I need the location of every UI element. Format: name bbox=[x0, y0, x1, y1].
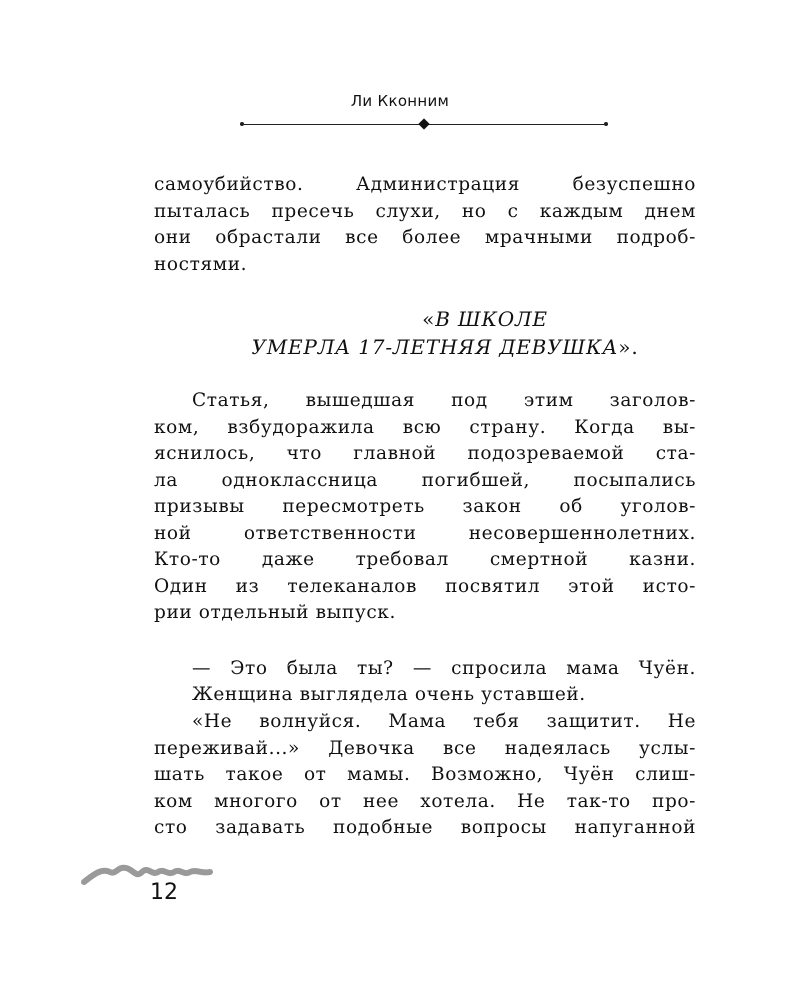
text-line: переживай...» Девочка все надеялась услы- bbox=[154, 737, 696, 759]
text-line: они обрастали все более мрачными подроб- bbox=[154, 227, 696, 248]
rule-diamond-ornament bbox=[418, 118, 429, 129]
text-line: самоубийство. Администрация безуспешно bbox=[154, 174, 696, 195]
rule-dot-right bbox=[604, 122, 608, 126]
text-line: «Не волнуйся. Мама тебя защитит. Не bbox=[192, 711, 696, 732]
paragraph-3-dialogue bbox=[154, 656, 696, 683]
text-line: призывы пересмотреть закон об уголов- bbox=[154, 496, 696, 517]
page-number: 12 bbox=[150, 880, 178, 905]
text-line: шать такое от мамы. Возможно, Чуён слиш- bbox=[154, 764, 696, 785]
text-line: пыталась пресечь слухи, но с каждым днем bbox=[154, 200, 696, 222]
text-line: ностями. bbox=[154, 253, 248, 275]
text-line: яснилось, что главной подозреваемой ста- bbox=[154, 443, 696, 464]
text-line: ла одноклассница погибшей, посыпались bbox=[154, 469, 696, 491]
headline-line-1: В ШКОЛЕ bbox=[435, 307, 548, 331]
text-line: Кто-то даже требовал смертной казни. bbox=[154, 549, 696, 570]
running-head: Ли Кконним bbox=[350, 92, 450, 110]
paragraph-2 bbox=[154, 388, 696, 627]
text-line: Один из телеканалов посвятил этой исто- bbox=[154, 575, 696, 597]
rule-dot-left bbox=[240, 122, 244, 126]
header-rule bbox=[240, 124, 608, 125]
headline-line-2: УМЕРЛА 17-ЛЕТНЯЯ ДЕВУШКА bbox=[251, 335, 619, 359]
headline-open-quote: « bbox=[422, 307, 436, 331]
newspaper-headline bbox=[154, 305, 696, 361]
text-line: ной ответственности несовершеннолетних. bbox=[154, 522, 696, 544]
text-line: ком, взбудоражила всю страну. Когда вы- bbox=[154, 416, 696, 438]
text-line: — Это была ты? — спросила мама Чуён. bbox=[192, 658, 696, 679]
text-line: рии отдельный выпуск. bbox=[154, 602, 396, 623]
text-line: ком многого от нее хотела. Не так-то про- bbox=[154, 790, 696, 812]
paragraph-4 bbox=[154, 682, 696, 709]
text-line: сто задавать подобные вопросы напуганной bbox=[154, 817, 696, 838]
headline-close-quote: ». bbox=[618, 335, 639, 359]
paragraph-5 bbox=[154, 709, 696, 842]
text-line: Женщина выглядела очень уставшей. bbox=[192, 684, 586, 705]
text-line: Статья, вышедшая под этим заголов- bbox=[192, 390, 696, 411]
paragraph-1 bbox=[154, 172, 696, 278]
